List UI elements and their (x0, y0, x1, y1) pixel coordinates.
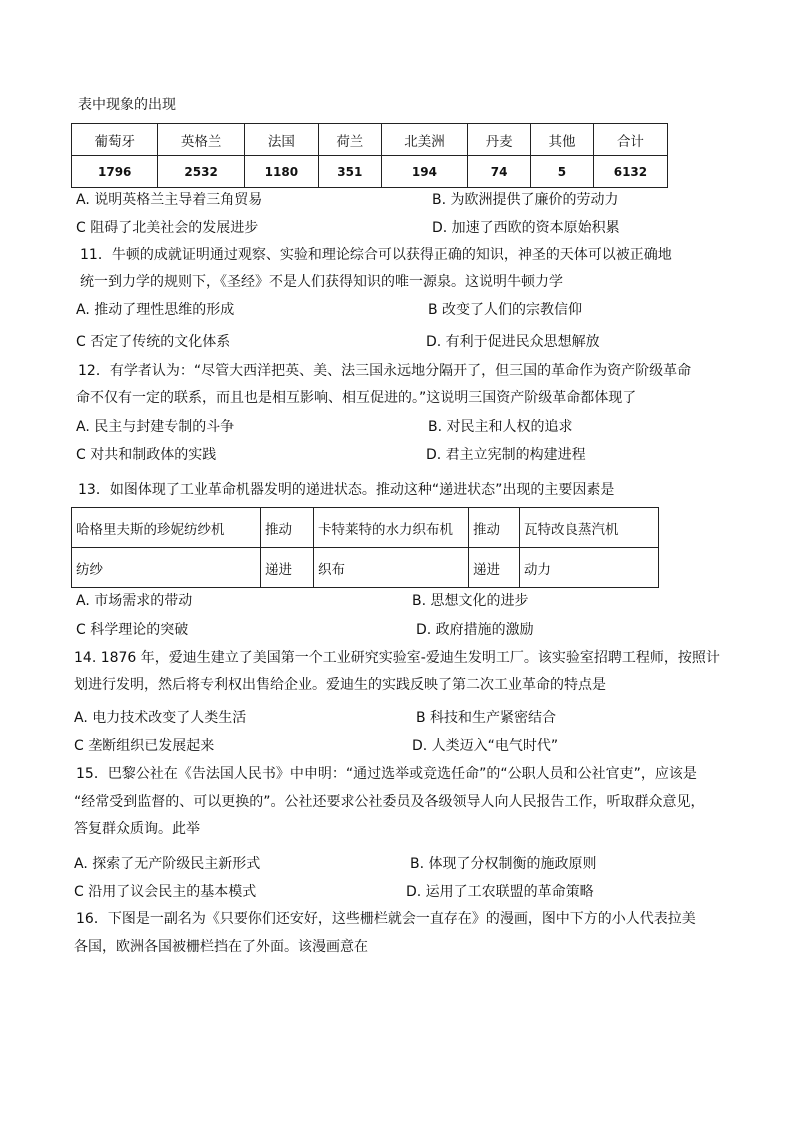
q13-option-c: C 科学理论的突破 (76, 622, 189, 638)
q14-option-b: B 科技和生产紧密结合 (416, 710, 557, 726)
q15-stem-line3: 答复群众质询。此举 (74, 821, 200, 837)
table-cell: 递进 (469, 548, 520, 588)
q12-stem-line1: 12．有学者认为：“尽管大西洋把英、美、法三国永远地分隔开了，但三国的革命作为资产阶级革命 (78, 363, 692, 379)
q15-stem-line2: “经常受到监督的、可以更换的”。公社还要求公社委员及各级领导人向人民报告工作，听取群众意见， (74, 794, 705, 810)
q11-stem-line1: 11．牛顿的成就证明通过观察、实验和理论综合可以获得正确的知识，神圣的天体可以被正确地 (80, 247, 672, 263)
slave-trade-table (71, 123, 668, 188)
q13-option-b: B. 思想文化的进步 (412, 593, 529, 609)
q11-stem-line2: 统一到力学的规则下，《圣经》不是人们获得知识的唯一源泉。这说明牛顿力学 (80, 274, 563, 290)
table-cell: 动力 (520, 548, 659, 588)
value-cell: 2532 (158, 156, 244, 188)
value-cell: 74 (468, 156, 531, 188)
header-cell: 英格兰 (158, 124, 244, 156)
q14-stem-line2: 划进行发明，然后将专利权出售给企业。爱迪生的实践反映了第二次工业革命的特点是 (74, 677, 606, 693)
value-cell: 5 (531, 156, 594, 188)
header-cell: 法国 (244, 124, 318, 156)
q15-stem-line1: 15．巴黎公社在《告法国人民书》中申明：“通过选举或竞选任命”的“公职人员和公社官吏”，应该是 (76, 766, 697, 782)
value-cell: 6132 (593, 156, 667, 188)
q13-stem-line1: 13．如图体现了工业革命机器发明的递进状态。推动这种“递进状态”出现的主要因素是 (78, 482, 615, 498)
q10-option-c: C 阻碍了北美社会的发展进步 (76, 220, 259, 236)
q10-option-b: B. 为欧洲提供了廉价的劳动力 (432, 192, 619, 208)
invention-table (71, 507, 659, 588)
q12-option-a: A. 民主与封建专制的斗争 (76, 419, 235, 435)
q15-option-a: A. 探索了无产阶级民主新形式 (74, 856, 261, 872)
table-row (72, 508, 659, 548)
header-cell: 丹麦 (468, 124, 531, 156)
q14-option-c: C 垄断组织已发展起来 (74, 738, 215, 754)
header-cell: 葡萄牙 (72, 124, 158, 156)
table-header-row (72, 124, 668, 156)
q10-option-a: A. 说明英格兰主导着三角贸易 (76, 192, 263, 208)
header-cell: 北美洲 (381, 124, 467, 156)
q16-stem-line1: 16．下图是一副名为《只要你们还安好，这些栅栏就会一直存在》的漫画，图中下方的小人代表拉美 (76, 911, 696, 927)
table-row (72, 156, 668, 188)
header-cell: 其他 (531, 124, 594, 156)
value-cell: 1796 (72, 156, 158, 188)
table-cell: 递进 (261, 548, 314, 588)
q14-stem-line1: 14. 1876 年，爱迪生建立了美国第一个工业研究实验室-爱迪生发明工厂。该实验室招聘工程师，按照计 (74, 650, 720, 666)
table-cell: 推动 (469, 508, 520, 548)
table-cell: 卡特莱特的水力织布机 (314, 508, 469, 548)
q11-option-a: A. 推动了理性思维的形成 (76, 302, 235, 318)
table-cell: 推动 (261, 508, 314, 548)
table-caption: 表中现象的出现 (78, 97, 176, 113)
table-cell: 纺纱 (72, 548, 261, 588)
q13-option-a: A. 市场需求的带动 (76, 593, 193, 609)
header-cell: 合计 (593, 124, 667, 156)
q12-stem-line2: 命不仅有一定的联系，而且也是相互影响、相互促进的。”这说明三国资产阶级革命都体现了 (76, 390, 637, 406)
q12-option-c: C 对共和制政体的实践 (76, 447, 217, 463)
table-row (72, 548, 659, 588)
value-cell: 351 (318, 156, 381, 188)
q11-option-c: C 否定了传统的文化体系 (76, 334, 231, 350)
value-cell: 194 (381, 156, 467, 188)
q16-stem-line2: 各国，欧洲各国被栅栏挡在了外面。该漫画意在 (74, 939, 368, 955)
q15-option-d: D. 运用了工农联盟的革命策略 (406, 884, 594, 900)
table-cell: 哈格里夫斯的珍妮纺纱机 (72, 508, 261, 548)
q11-option-d: D. 有利于促进民众思想解放 (426, 334, 600, 350)
table-cell: 织布 (314, 548, 469, 588)
header-cell: 荷兰 (318, 124, 381, 156)
q14-option-a: A. 电力技术改变了人类生活 (74, 710, 247, 726)
value-cell: 1180 (244, 156, 318, 188)
q14-option-d: D. 人类迈入“电气时代” (412, 738, 559, 754)
q12-option-b: B. 对民主和人权的追求 (428, 419, 573, 435)
table-cell: 瓦特改良蒸汽机 (520, 508, 659, 548)
q10-option-d: D. 加速了西欧的资本原始积累 (432, 220, 620, 236)
q15-option-b: B. 体现了分权制衡的施政原则 (410, 856, 597, 872)
q15-option-c: C 沿用了议会民主的基本模式 (74, 884, 257, 900)
q13-option-d: D. 政府措施的激励 (416, 622, 534, 638)
q11-option-b: B 改变了人们的宗教信仰 (428, 302, 583, 318)
q12-option-d: D. 君主立宪制的构建进程 (426, 447, 586, 463)
